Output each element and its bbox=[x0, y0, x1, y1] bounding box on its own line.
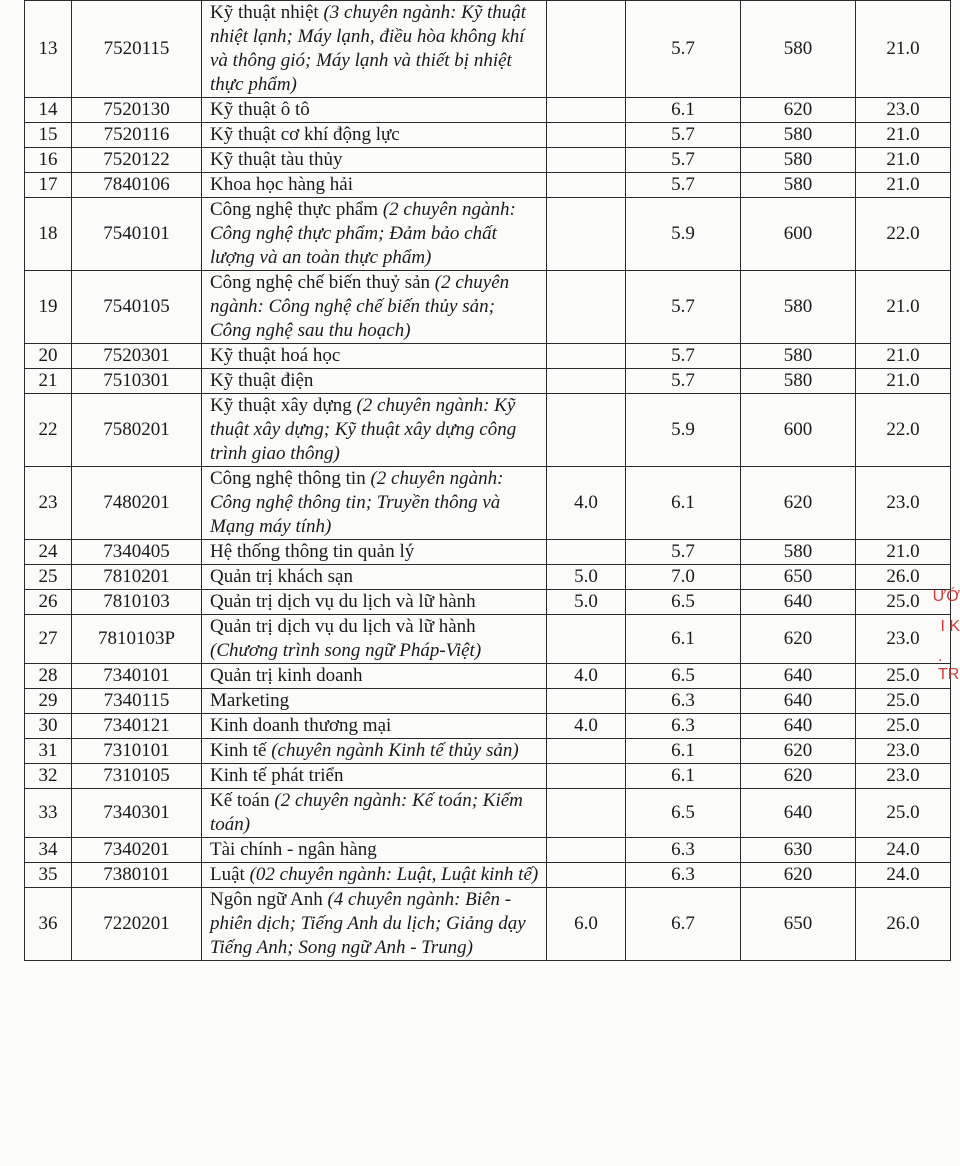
cell-major-name bbox=[202, 467, 547, 540]
cell-major-name bbox=[202, 888, 547, 961]
cell-score-3: 640 bbox=[741, 590, 856, 615]
cell-score-3: 640 bbox=[741, 789, 856, 838]
major-name: Luật bbox=[210, 864, 250, 885]
cell-score-4: 23.0 bbox=[856, 739, 951, 764]
cell-score-2: 6.5 bbox=[626, 590, 741, 615]
cell-score-2: 6.3 bbox=[626, 863, 741, 888]
table-row bbox=[25, 565, 951, 590]
cell-score-3: 580 bbox=[741, 344, 856, 369]
cell-code: 7540101 bbox=[72, 198, 202, 271]
cell-score-4: 23.0 bbox=[856, 467, 951, 540]
cell-score-2: 5.7 bbox=[626, 344, 741, 369]
major-name: Quản trị dịch vụ du lịch và lữ hành bbox=[210, 591, 476, 612]
cell-stt: 13 bbox=[25, 1, 72, 98]
cell-stt: 30 bbox=[25, 714, 72, 739]
major-name: Kỹ thuật nhiệt bbox=[210, 2, 324, 23]
cell-score-4: 21.0 bbox=[856, 344, 951, 369]
cell-score-4: 25.0 bbox=[856, 664, 951, 689]
major-name: Quản trị kinh doanh bbox=[210, 665, 363, 686]
cell-stt: 23 bbox=[25, 467, 72, 540]
cell-score-2: 5.7 bbox=[626, 148, 741, 173]
cell-code: 7340405 bbox=[72, 540, 202, 565]
table-row bbox=[25, 1, 951, 98]
cell-score-1 bbox=[547, 344, 626, 369]
major-name: Hệ thống thông tin quản lý bbox=[210, 541, 415, 562]
table-row bbox=[25, 148, 951, 173]
cell-stt: 21 bbox=[25, 369, 72, 394]
table-row bbox=[25, 863, 951, 888]
cell-code: 7580201 bbox=[72, 394, 202, 467]
cell-code: 7520301 bbox=[72, 344, 202, 369]
cell-stt: 29 bbox=[25, 689, 72, 714]
cell-code: 7310101 bbox=[72, 739, 202, 764]
cell-score-2: 6.5 bbox=[626, 789, 741, 838]
cell-major-name bbox=[202, 664, 547, 689]
cell-code: 7340101 bbox=[72, 664, 202, 689]
cell-score-3: 580 bbox=[741, 271, 856, 344]
cell-score-2: 6.1 bbox=[626, 467, 741, 540]
cell-score-1: 6.0 bbox=[547, 888, 626, 961]
cell-stt: 17 bbox=[25, 173, 72, 198]
cell-major-name bbox=[202, 271, 547, 344]
major-note: (2 chuyên ngành: Kỹ thuật xây dựng; Kỹ thuật xây dựng công trình giao thông) bbox=[210, 395, 517, 464]
cell-score-1: 5.0 bbox=[547, 565, 626, 590]
major-name: Kỹ thuật xây dựng bbox=[210, 395, 357, 416]
cell-major-name bbox=[202, 123, 547, 148]
cell-score-2: 5.7 bbox=[626, 123, 741, 148]
cell-score-1 bbox=[547, 369, 626, 394]
table-row bbox=[25, 173, 951, 198]
cell-stt: 18 bbox=[25, 198, 72, 271]
cell-score-3: 640 bbox=[741, 664, 856, 689]
cell-score-3: 640 bbox=[741, 689, 856, 714]
table-row bbox=[25, 98, 951, 123]
table-body bbox=[25, 1, 951, 961]
cell-score-3: 580 bbox=[741, 123, 856, 148]
table-row bbox=[25, 888, 951, 961]
cell-major-name bbox=[202, 173, 547, 198]
cell-stt: 20 bbox=[25, 344, 72, 369]
cell-stt: 14 bbox=[25, 98, 72, 123]
cell-score-3: 600 bbox=[741, 198, 856, 271]
cell-score-3: 580 bbox=[741, 369, 856, 394]
major-name: Công nghệ chế biến thuỷ sản bbox=[210, 272, 435, 293]
cell-score-1 bbox=[547, 394, 626, 467]
table-row bbox=[25, 394, 951, 467]
cell-score-1 bbox=[547, 148, 626, 173]
major-name: Tài chính - ngân hàng bbox=[210, 839, 377, 860]
cell-score-2: 5.9 bbox=[626, 198, 741, 271]
cell-code: 7520122 bbox=[72, 148, 202, 173]
cell-score-1 bbox=[547, 689, 626, 714]
cell-score-1 bbox=[547, 98, 626, 123]
cell-score-1 bbox=[547, 764, 626, 789]
cell-score-2: 5.7 bbox=[626, 540, 741, 565]
cell-score-4: 23.0 bbox=[856, 98, 951, 123]
major-name: Kỹ thuật hoá học bbox=[210, 345, 341, 366]
table-row bbox=[25, 271, 951, 344]
cell-score-2: 6.1 bbox=[626, 98, 741, 123]
table-row bbox=[25, 789, 951, 838]
cell-score-3: 650 bbox=[741, 888, 856, 961]
cell-score-1 bbox=[547, 540, 626, 565]
cell-score-3: 650 bbox=[741, 565, 856, 590]
cell-stt: 32 bbox=[25, 764, 72, 789]
cell-score-1 bbox=[547, 838, 626, 863]
cell-major-name bbox=[202, 863, 547, 888]
cell-code: 7220201 bbox=[72, 888, 202, 961]
cell-score-4: 23.0 bbox=[856, 764, 951, 789]
cell-score-2: 6.3 bbox=[626, 689, 741, 714]
cell-code: 7340301 bbox=[72, 789, 202, 838]
cell-code: 7810201 bbox=[72, 565, 202, 590]
cell-score-3: 620 bbox=[741, 739, 856, 764]
stamp-edge-fragment bbox=[932, 530, 960, 730]
cell-major-name bbox=[202, 764, 547, 789]
cell-stt: 27 bbox=[25, 615, 72, 664]
cell-stt: 15 bbox=[25, 123, 72, 148]
table-row bbox=[25, 467, 951, 540]
cell-score-1: 5.0 bbox=[547, 590, 626, 615]
cell-score-3: 580 bbox=[741, 540, 856, 565]
cell-stt: 25 bbox=[25, 565, 72, 590]
cell-code: 7340115 bbox=[72, 689, 202, 714]
cell-score-4: 26.0 bbox=[856, 888, 951, 961]
major-note: (3 chuyên ngành: Kỹ thuật nhiệt lạnh; Máy lạnh, điều hòa không khí và thông gió; Máy lạnh và thiết bị nhiệt thực phẩm) bbox=[210, 2, 527, 95]
table-row bbox=[25, 198, 951, 271]
cell-score-3: 620 bbox=[741, 615, 856, 664]
cell-code: 7340121 bbox=[72, 714, 202, 739]
major-note: (02 chuyên ngành: Luật, Luật kinh tế) bbox=[249, 864, 539, 885]
admission-score-table bbox=[24, 0, 951, 961]
cell-score-4: 25.0 bbox=[856, 590, 951, 615]
cell-score-2: 5.7 bbox=[626, 369, 741, 394]
cell-score-2: 5.7 bbox=[626, 173, 741, 198]
major-note: (4 chuyên ngành: Biên - phiên dịch; Tiếng Anh du lịch; Giảng dạy Tiếng Anh; Song ngữ Anh - Trung) bbox=[210, 889, 526, 958]
major-name: Kỹ thuật tàu thủy bbox=[210, 149, 343, 170]
cell-score-2: 6.3 bbox=[626, 714, 741, 739]
cell-score-2: 6.3 bbox=[626, 838, 741, 863]
cell-score-3: 580 bbox=[741, 148, 856, 173]
cell-code: 7480201 bbox=[72, 467, 202, 540]
cell-score-1 bbox=[547, 173, 626, 198]
cell-major-name bbox=[202, 689, 547, 714]
cell-major-name bbox=[202, 540, 547, 565]
cell-score-4: 21.0 bbox=[856, 540, 951, 565]
cell-score-3: 580 bbox=[741, 173, 856, 198]
cell-score-1: 4.0 bbox=[547, 664, 626, 689]
cell-major-name bbox=[202, 838, 547, 863]
major-name: Kỹ thuật cơ khí động lực bbox=[210, 124, 400, 145]
cell-major-name bbox=[202, 615, 547, 664]
major-name: Kinh tế phát triển bbox=[210, 765, 344, 786]
cell-score-3: 620 bbox=[741, 98, 856, 123]
table-row bbox=[25, 344, 951, 369]
table-row bbox=[25, 615, 951, 664]
cell-score-4: 26.0 bbox=[856, 565, 951, 590]
cell-score-4: 24.0 bbox=[856, 838, 951, 863]
cell-code: 7810103 bbox=[72, 590, 202, 615]
cell-score-3: 640 bbox=[741, 714, 856, 739]
cell-score-1 bbox=[547, 615, 626, 664]
cell-stt: 31 bbox=[25, 739, 72, 764]
stamp-text-1: ƯỚ bbox=[932, 588, 960, 605]
cell-stt: 19 bbox=[25, 271, 72, 344]
cell-score-2: 5.7 bbox=[626, 271, 741, 344]
cell-score-4: 21.0 bbox=[856, 1, 951, 98]
table-row bbox=[25, 123, 951, 148]
cell-score-1 bbox=[547, 198, 626, 271]
cell-major-name bbox=[202, 394, 547, 467]
cell-major-name bbox=[202, 590, 547, 615]
major-name: Ngôn ngữ Anh bbox=[210, 889, 328, 910]
cell-code: 7510301 bbox=[72, 369, 202, 394]
major-name: Khoa học hàng hải bbox=[210, 174, 353, 195]
cell-score-3: 600 bbox=[741, 394, 856, 467]
cell-score-3: 630 bbox=[741, 838, 856, 863]
cell-code: 7520130 bbox=[72, 98, 202, 123]
major-note: (Chương trình song ngữ Pháp-Việt) bbox=[210, 640, 482, 661]
major-note: (2 chuyên ngành: Kế toán; Kiểm toán) bbox=[210, 790, 523, 835]
cell-score-1: 4.0 bbox=[547, 467, 626, 540]
cell-stt: 34 bbox=[25, 838, 72, 863]
cell-score-3: 580 bbox=[741, 1, 856, 98]
cell-score-2: 6.5 bbox=[626, 664, 741, 689]
cell-score-3: 620 bbox=[741, 467, 856, 540]
cell-score-2: 6.1 bbox=[626, 615, 741, 664]
major-name: Kinh doanh thương mại bbox=[210, 715, 392, 736]
cell-major-name bbox=[202, 369, 547, 394]
table-row bbox=[25, 664, 951, 689]
cell-score-3: 620 bbox=[741, 764, 856, 789]
cell-score-4: 22.0 bbox=[856, 198, 951, 271]
major-note: (2 chuyên ngành: Công nghệ thực phẩm; Đảm bảo chất lượng và an toàn thực phẩm) bbox=[210, 199, 516, 268]
table-row bbox=[25, 590, 951, 615]
table-row bbox=[25, 540, 951, 565]
cell-stt: 36 bbox=[25, 888, 72, 961]
cell-score-2: 5.7 bbox=[626, 1, 741, 98]
major-name: Kỹ thuật ô tô bbox=[210, 99, 310, 120]
stamp-text-3: . TR bbox=[938, 648, 960, 683]
cell-score-1 bbox=[547, 123, 626, 148]
cell-score-4: 21.0 bbox=[856, 148, 951, 173]
cell-major-name bbox=[202, 1, 547, 98]
cell-score-1 bbox=[547, 271, 626, 344]
table-row bbox=[25, 838, 951, 863]
cell-score-1 bbox=[547, 789, 626, 838]
cell-major-name bbox=[202, 714, 547, 739]
cell-score-1 bbox=[547, 863, 626, 888]
cell-score-4: 25.0 bbox=[856, 789, 951, 838]
cell-score-4: 25.0 bbox=[856, 689, 951, 714]
cell-major-name bbox=[202, 148, 547, 173]
cell-stt: 16 bbox=[25, 148, 72, 173]
cell-stt: 33 bbox=[25, 789, 72, 838]
table-row bbox=[25, 689, 951, 714]
cell-score-2: 6.1 bbox=[626, 764, 741, 789]
major-name: Kỹ thuật điện bbox=[210, 370, 314, 391]
cell-score-2: 6.7 bbox=[626, 888, 741, 961]
cell-code: 7520115 bbox=[72, 1, 202, 98]
table-row bbox=[25, 714, 951, 739]
major-note: (2 chuyên ngành: Công nghệ chế biến thủy sản; Công nghệ sau thu hoạch) bbox=[210, 272, 510, 341]
major-name: Kế toán bbox=[210, 790, 275, 811]
cell-stt: 22 bbox=[25, 394, 72, 467]
cell-major-name bbox=[202, 344, 547, 369]
cell-score-4: 21.0 bbox=[856, 123, 951, 148]
cell-score-4: 22.0 bbox=[856, 394, 951, 467]
cell-score-4: 21.0 bbox=[856, 173, 951, 198]
cell-major-name bbox=[202, 789, 547, 838]
table-row bbox=[25, 764, 951, 789]
major-name: Marketing bbox=[210, 690, 290, 711]
cell-stt: 35 bbox=[25, 863, 72, 888]
major-note: (chuyên ngành Kinh tế thủy sản) bbox=[271, 740, 519, 761]
table-row bbox=[25, 369, 951, 394]
cell-code: 7540105 bbox=[72, 271, 202, 344]
cell-code: 7380101 bbox=[72, 863, 202, 888]
cell-score-4: 21.0 bbox=[856, 369, 951, 394]
cell-stt: 26 bbox=[25, 590, 72, 615]
cell-score-4: 23.0 bbox=[856, 615, 951, 664]
cell-score-1 bbox=[547, 1, 626, 98]
major-note: (2 chuyên ngành: Công nghệ thông tin; Truyền thông và Mạng máy tính) bbox=[210, 468, 504, 537]
stamp-text-2: I K bbox=[940, 618, 960, 635]
cell-score-4: 24.0 bbox=[856, 863, 951, 888]
cell-code: 7810103P bbox=[72, 615, 202, 664]
cell-stt: 24 bbox=[25, 540, 72, 565]
major-name: Quản trị khách sạn bbox=[210, 566, 353, 587]
major-name: Công nghệ thông tin bbox=[210, 468, 371, 489]
table-row bbox=[25, 739, 951, 764]
major-name: Công nghệ thực phẩm bbox=[210, 199, 383, 220]
cell-score-2: 5.9 bbox=[626, 394, 741, 467]
cell-score-4: 21.0 bbox=[856, 271, 951, 344]
major-name: Quản trị dịch vụ du lịch và lữ hành bbox=[210, 616, 476, 637]
major-name: Kinh tế bbox=[210, 740, 272, 761]
cell-score-3: 620 bbox=[741, 863, 856, 888]
cell-score-1: 4.0 bbox=[547, 714, 626, 739]
cell-score-2: 6.1 bbox=[626, 739, 741, 764]
cell-code: 7520116 bbox=[72, 123, 202, 148]
cell-score-2: 7.0 bbox=[626, 565, 741, 590]
cell-major-name bbox=[202, 739, 547, 764]
cell-code: 7310105 bbox=[72, 764, 202, 789]
cell-code: 7840106 bbox=[72, 173, 202, 198]
cell-score-4: 25.0 bbox=[856, 714, 951, 739]
cell-major-name bbox=[202, 98, 547, 123]
cell-score-1 bbox=[547, 739, 626, 764]
cell-stt: 28 bbox=[25, 664, 72, 689]
cell-code: 7340201 bbox=[72, 838, 202, 863]
cell-major-name bbox=[202, 198, 547, 271]
cell-major-name bbox=[202, 565, 547, 590]
